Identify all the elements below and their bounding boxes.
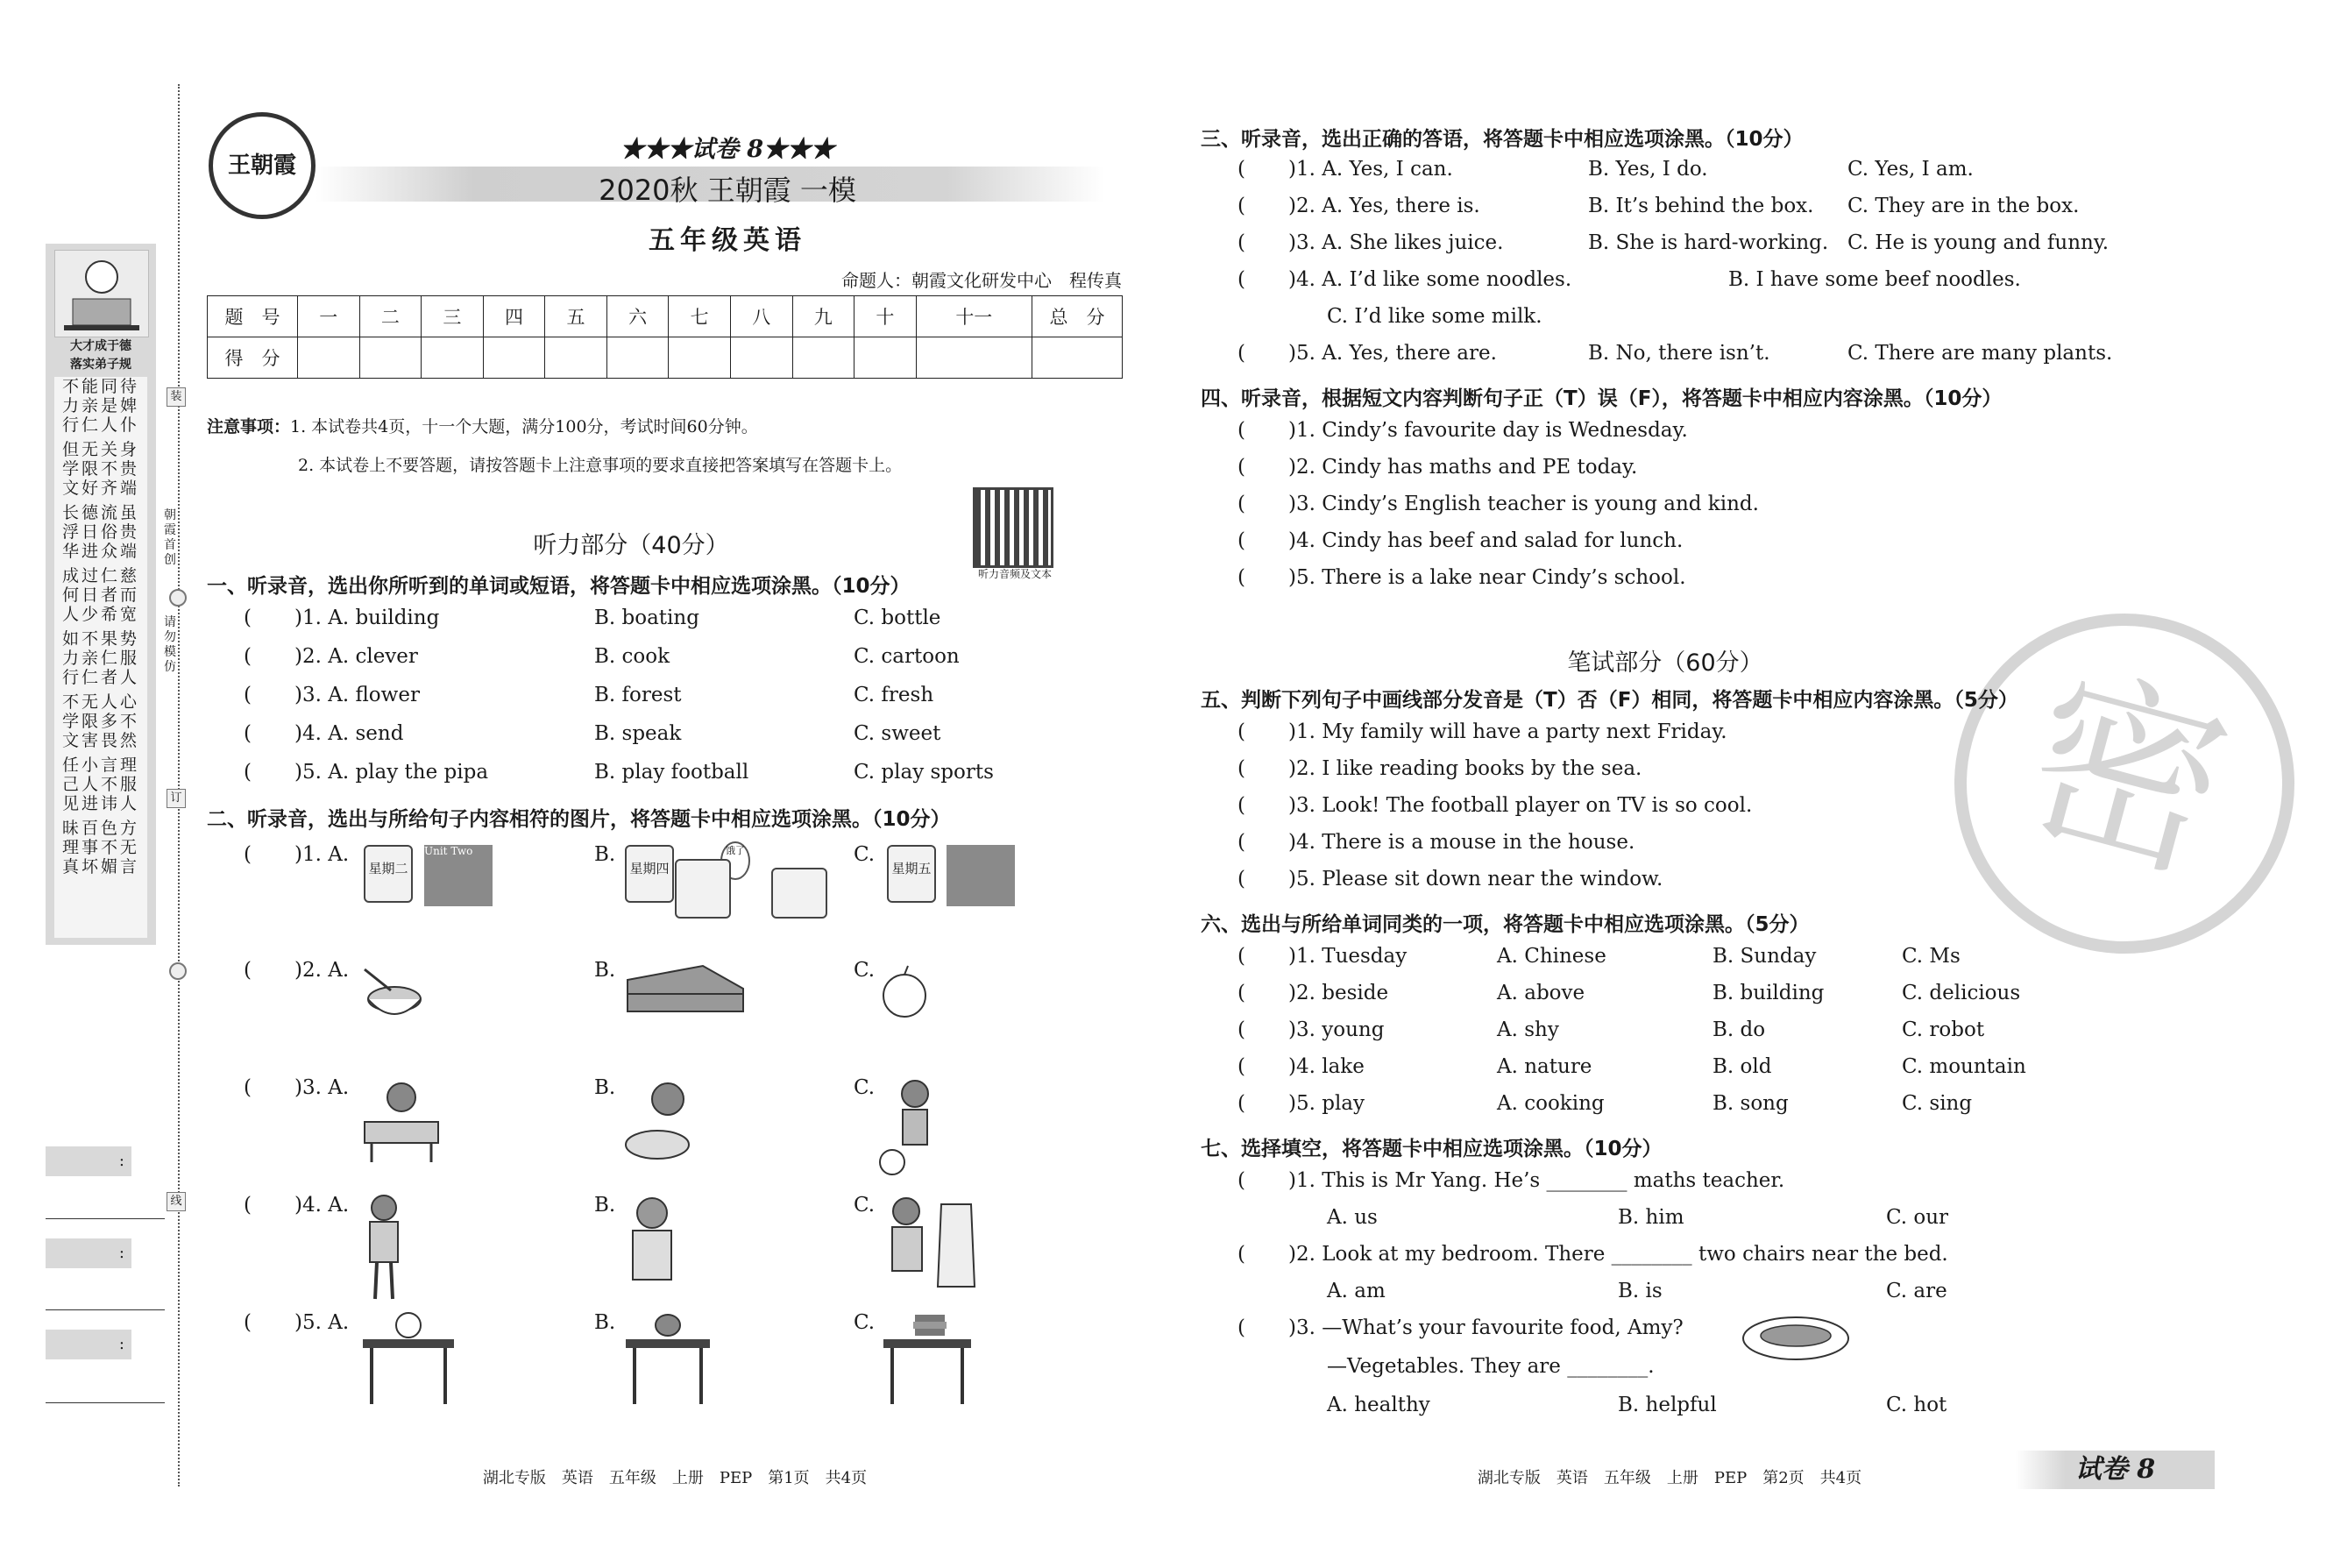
option-a: A. healthy — [1327, 1394, 1430, 1416]
list-item: ( )4. There is a mouse in the house. — [1237, 831, 1635, 854]
option-c: C. hot — [1886, 1394, 1947, 1416]
binding-mark: 订 — [167, 789, 186, 808]
section-7-title: 七、选择填空，将答题卡中相应选项涂黑。（10分） — [1201, 1138, 1663, 1160]
paper-number: ★★★试卷 8★★★ — [620, 136, 835, 163]
option-c: C. our — [1886, 1206, 1949, 1229]
section-6-title: 六、选出与所给单词同类的一项，将答题卡中相应选项涂黑。（5分） — [1201, 913, 1810, 936]
poem-stanza: 任小言理 己人不服 见进讳人 — [61, 756, 139, 813]
section-6-list — [1237, 945, 2166, 1129]
binding-note: 请 勿 模 仿 — [164, 615, 176, 674]
exam-title: 2020秋 王朝霞 一模 — [599, 174, 856, 207]
score-table-score-row: 得 分 — [208, 337, 1123, 379]
section-1-list — [244, 607, 1164, 799]
field-underline — [46, 1402, 165, 1403]
option-b-label: B. — [594, 959, 616, 982]
list-item: ( )1. This is Mr Yang. He’s ________ maths teacher. — [1237, 1169, 1785, 1192]
option-b-label: B. — [594, 1194, 616, 1217]
section-4-list — [1237, 419, 2114, 603]
motto-line-2: 落实弟子规 — [70, 358, 131, 372]
list-item: ( )2. A. clever B. cook C. cartoon — [244, 645, 960, 668]
section-4-title: 四、听录音，根据短文内容判断句子正（T）误（F），将答题卡中相应内容涂黑。（10分） — [1201, 387, 2003, 410]
list-item: ( )2. A. Yes, there is. B. It’s behind the box. C. They are in the box. — [1237, 195, 2080, 217]
option-b-label: B. — [594, 1076, 616, 1099]
option-b: B. helpful — [1618, 1394, 1717, 1416]
cut-line — [178, 84, 180, 1486]
list-item: ( )4. A. send B. speak C. sweet — [244, 722, 941, 745]
notes: 注意事项：1. 本试卷共4页，十一个大题，满分100分，考试时间60分钟。 — [207, 417, 758, 436]
list-item: ( )2. Cindy has maths and PE today. — [1237, 456, 1638, 479]
section-3-list — [1237, 158, 2166, 379]
confidential-seal-image: 密 — [1916, 575, 2332, 991]
author-line: 命题人：朝霞文化研发中心 程传真 — [841, 270, 1122, 291]
man-glasses-image — [624, 1196, 680, 1285]
list-item: ( )4. A. I’d like some noodles. B. I have some beef noodles. — [1237, 268, 2021, 291]
list-item-continued: C. I’d like some milk. — [1327, 305, 1542, 328]
clock-on-table-image — [359, 1309, 457, 1406]
list-item: ( )5. Please sit down near the window. — [1237, 868, 1663, 890]
option-b-label: B. — [594, 1311, 616, 1334]
notes-item-2: 2. 本试卷上不要答题，请按答题卡上注意事项的要求直接把答案填写在答题卡上。 — [298, 456, 903, 475]
picture-question: ( )2. A. — [244, 959, 350, 982]
picture-question: ( )5. A. — [244, 1311, 350, 1334]
option-c-label: C. — [854, 1194, 876, 1217]
boy-football-image — [876, 1078, 943, 1176]
school-field[interactable]: : — [46, 1146, 131, 1176]
option-a: A. am — [1327, 1280, 1386, 1302]
list-item: ( )3. A. She likes juice. B. She is hard-working. C. He is young and funny. — [1237, 231, 2110, 254]
written-title: 笔试部分（60分） — [1567, 649, 1763, 677]
list-item: ( )2. beside A. above B. building C. delicious — [1237, 982, 2021, 1004]
poem-stanza: 长德流虽 浮日俗贵 华进众端 — [61, 503, 139, 561]
list-item: ( )1. A. building B. boating C. bottle — [244, 607, 941, 629]
boy-washing-image — [622, 1080, 706, 1162]
field-underline — [46, 1309, 165, 1310]
section-1-title: 一、听录音，选出你所听到的单词或短语，将答题卡中相应选项涂黑。（10分） — [207, 575, 911, 598]
question-line: —Vegetables. They are ________. — [1327, 1355, 1655, 1378]
binding-text: 朝 霞 首 创 — [164, 508, 176, 567]
list-item: ( )3. Cindy’s English teacher is young and kind. — [1237, 493, 1759, 515]
qr-code-image[interactable] — [973, 487, 1053, 568]
sandwich-image — [624, 962, 747, 1017]
list-item: ( )3. A. flower B. forest C. fresh — [244, 684, 934, 706]
list-item: ( )3. Look! The football player on TV is so cool. — [1237, 794, 1753, 817]
name-field[interactable]: : — [46, 1330, 131, 1359]
teacher-board-image — [947, 845, 1015, 906]
poem-stanza: 成过仁慈 何日者而 人少希宽 — [61, 566, 139, 624]
option-c: C. are — [1886, 1280, 1947, 1302]
poem-stanza: 不能同待 力亲是婢 行仁人仆 — [61, 377, 139, 435]
vegetable-plate-image — [1741, 1313, 1851, 1364]
option-c-label: C. — [854, 959, 876, 982]
list-item: ( )2. Look at my bedroom. There ________ two chairs near the bed. — [1237, 1243, 1948, 1266]
plant-on-table-image — [622, 1309, 713, 1406]
poem-stanza: 昧百色方 理事不无 真坏媚言 — [61, 819, 139, 876]
score-table-header-row: 题 号 一 二 三 四 五 六 七 八 九 十 十一 总 分 — [208, 296, 1123, 337]
option-c-label: C. — [854, 1311, 876, 1334]
cartoon-figure-image — [54, 250, 149, 337]
paper-badge: 试卷 8 — [2016, 1451, 2215, 1489]
list-item: ( )4. lake A. nature B. old C. mountain — [1237, 1055, 2026, 1078]
list-item: ( )5. play A. cooking B. song C. sing — [1237, 1092, 1973, 1115]
calendar-icon: 星期五 — [887, 845, 936, 903]
poem-stanza: 但无关身 学限不贵 文好齐端 — [61, 440, 139, 498]
list-item: ( )1. Tuesday A. Chinese B. Sunday C. Ms — [1237, 945, 1961, 968]
picture-question: ( )4. A. — [244, 1194, 350, 1217]
option-a: A. us — [1327, 1206, 1378, 1229]
class-field[interactable]: : — [46, 1238, 131, 1268]
subject-title: 五年级英语 — [649, 225, 806, 256]
picture-question: ( )3. A. — [244, 1076, 350, 1099]
calendar-icon: 星期四 — [625, 845, 674, 903]
ice-cream-bowl-image — [359, 964, 429, 1024]
option-c-label: C. — [854, 1076, 876, 1099]
section-3-title: 三、听录音，选出正确的答语，将答题卡中相应选项涂黑。（10分） — [1201, 128, 1804, 151]
brand-logo: 王朝霞 — [209, 112, 316, 219]
list-item: ( )1. A. Yes, I can. B. Yes, I do. C. Yes, I am. — [1237, 158, 1974, 181]
list-item: ( )4. Cindy has beef and salad for lunch. — [1237, 529, 1684, 552]
painter-image — [883, 1196, 978, 1294]
field-underline — [46, 1218, 165, 1219]
section-5-title: 五、判断下列句子中画线部分发音是（T）否（F）相同，将答题卡中相应内容涂黑。（5分） — [1201, 689, 2018, 712]
option-b: B. him — [1618, 1206, 1684, 1229]
list-item: ( )1. Cindy’s favourite day is Wednesday. — [1237, 419, 1688, 442]
binding-hole-icon — [169, 962, 187, 980]
option-b-label: B. — [594, 843, 616, 866]
motto — [46, 337, 156, 374]
qr-caption: 听力音频及文本 — [977, 568, 1052, 580]
picture-question: ( )1. A. — [244, 843, 350, 866]
hungry-kids-image: 饿了 — [675, 841, 829, 917]
option-b: B. is — [1618, 1280, 1663, 1302]
list-item: ( )3. —What’s your favourite food, Amy? — [1237, 1316, 1684, 1339]
onion-image — [878, 964, 931, 1018]
section-2-title: 二、听录音，选出与所给句子内容相符的图片，将答题卡中相应选项涂黑。（10分） — [207, 808, 951, 831]
option-c-label: C. — [854, 843, 876, 866]
boy-writing-image — [359, 1078, 443, 1164]
page-footer-right: 湖北专版 英语 五年级 上册 PEP 第2页 共4页 — [1477, 1469, 1862, 1487]
list-item: ( )1. My family will have a party next Friday. — [1237, 720, 1727, 743]
list-item: ( )5. There is a lake near Cindy’s school. — [1237, 566, 1686, 589]
list-item: ( )2. I like reading books by the sea. — [1237, 757, 1642, 780]
teacher-board-image: Unit Two — [424, 845, 493, 906]
poem-block — [54, 377, 147, 938]
score-table — [207, 295, 1123, 379]
books-on-table-image — [880, 1309, 975, 1406]
listening-title: 听力部分（40分） — [533, 532, 729, 559]
motto-line-1: 大才成于德 — [70, 339, 131, 353]
man-standing-image — [359, 1194, 408, 1301]
binding-mark: 装 — [167, 387, 186, 407]
list-item: ( )5. A. Yes, there are. B. No, there isn’t. C. There are many plants. — [1237, 342, 2113, 365]
page-footer-left: 湖北专版 英语 五年级 上册 PEP 第1页 共4页 — [482, 1469, 868, 1487]
binding-hole-icon — [169, 589, 187, 607]
poem-stanza: 不无人心 学限多不 文害畏然 — [61, 692, 139, 750]
list-item: ( )5. A. play the pipa B. play football C. play sports — [244, 761, 994, 784]
poem-stanza: 如不果势 力亲仁服 行仁者人 — [61, 629, 139, 687]
calendar-icon: 星期二 — [364, 845, 413, 903]
binding-mark: 线 — [167, 1192, 186, 1211]
list-item: ( )3. young A. shy B. do C. robot — [1237, 1018, 1985, 1041]
section-5-list — [1237, 720, 2114, 905]
